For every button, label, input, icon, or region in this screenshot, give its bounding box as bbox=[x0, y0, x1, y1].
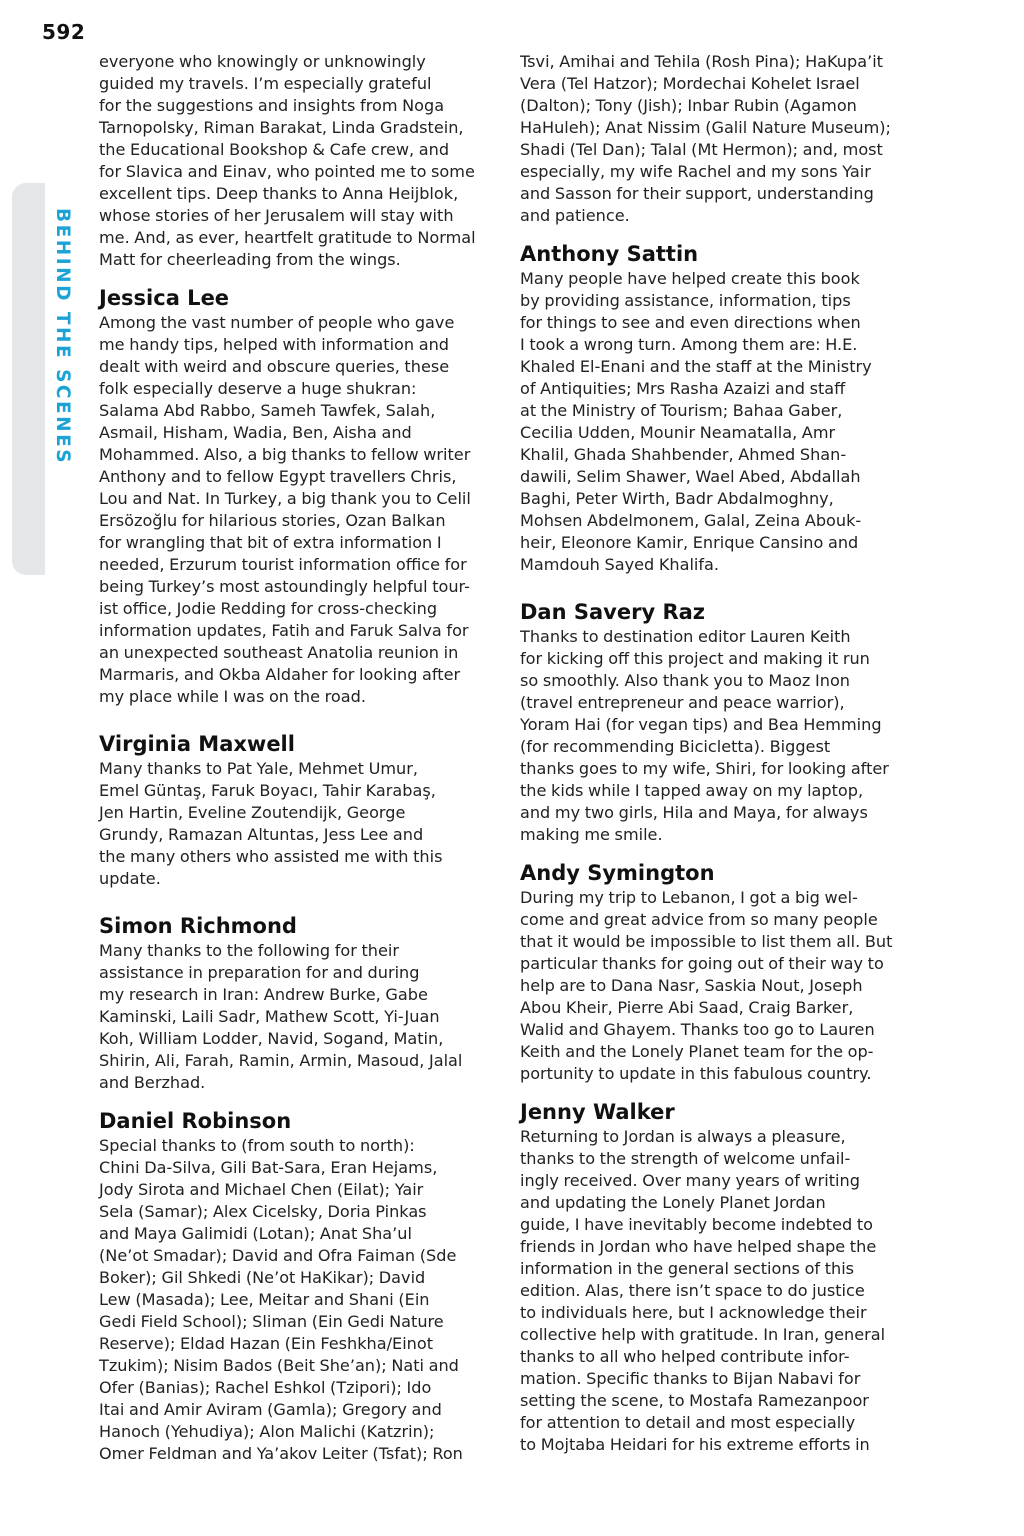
text-line: and Maya Galimidi (Lotan); Anat Sha’ul bbox=[99, 1224, 412, 1243]
section-heading-virginia-maxwell: Virginia Maxwell bbox=[99, 732, 295, 756]
text-line: Mohammed. Also, a big thanks to fellow writer bbox=[99, 445, 471, 464]
text-line: Kaminski, Laili Sadr, Mathew Scott, Yi-Juan bbox=[99, 1007, 440, 1026]
text-line: Shadi (Tel Dan); Talal (Mt Hermon); and, most bbox=[520, 140, 883, 159]
text-line: at the Ministry of Tourism; Bahaa Gaber, bbox=[520, 401, 843, 420]
text-line: Baghi, Peter Wirth, Badr Abdalmoghny, bbox=[520, 489, 834, 508]
text-line: Grundy, Ramazan Altuntas, Jess Lee and bbox=[99, 825, 424, 844]
text-line: needed, Erzurum tourist information office for bbox=[99, 555, 467, 574]
text-line: the many others who assisted me with this bbox=[99, 847, 443, 866]
text-line: Anthony and to fellow Egypt travellers Chris, bbox=[99, 467, 457, 486]
text-line: Chini Da-Silva, Gili Bat-Sara, Eran Hejams, bbox=[99, 1158, 438, 1177]
text-line: During my trip to Lebanon, I got a big wel- bbox=[520, 888, 858, 907]
text-line: for Slavica and Einav, who pointed me to some bbox=[99, 162, 475, 181]
text-line: portunity to update in this fabulous country. bbox=[520, 1064, 872, 1083]
page-number: 592 bbox=[42, 20, 86, 44]
text-line: that it would be impossible to list them all. But bbox=[520, 932, 893, 951]
text-line: setting the scene, to Mostafa Ramezanpoor bbox=[520, 1391, 869, 1410]
right-column bbox=[520, 51, 920, 1456]
text-line: (Dalton); Tony (Jish); Inbar Rubin (Agamon bbox=[520, 96, 857, 115]
section-heading-jessica-lee: Jessica Lee bbox=[99, 286, 230, 310]
text-line: Ofer (Banias); Rachel Eshkol (Tzipori); Ido bbox=[99, 1378, 432, 1397]
text-line: update. bbox=[99, 869, 161, 888]
text-line: Emel Güntaş, Faruk Boyacı, Tahir Karabaş, bbox=[99, 781, 436, 800]
text-line: guided my travels. I’m especially grateful bbox=[99, 74, 432, 93]
text-line: the kids while I tapped away on my laptop, bbox=[520, 781, 864, 800]
text-line: heir, Eleonore Kamir, Enrique Cansino and bbox=[520, 533, 859, 552]
text-line: and updating the Lonely Planet Jordan bbox=[520, 1193, 826, 1212]
text-line: me handy tips, helped with information and bbox=[99, 335, 449, 354]
text-line: so smoothly. Also thank you to Maoz Inon bbox=[520, 671, 850, 690]
text-line: being Turkey’s most astoundingly helpful tour- bbox=[99, 577, 470, 596]
text-line: friends in Jordan who have helped shape the bbox=[520, 1237, 877, 1256]
text-line: Matt for cheerleading from the wings. bbox=[99, 250, 401, 269]
text-line: Reserve); Eldad Hazan (Ein Feshkha/Einot bbox=[99, 1334, 434, 1353]
text-line: information in the general sections of this bbox=[520, 1259, 855, 1278]
text-line: Vera (Tel Hatzor); Mordechai Kohelet Israel bbox=[520, 74, 860, 93]
text-line: Special thanks to (from south to north): bbox=[99, 1136, 415, 1155]
text-line: Khalil, Ghada Shahbender, Ahmed Shan- bbox=[520, 445, 847, 464]
text-line: Gedi Field School); Sliman (Ein Gedi Nature bbox=[99, 1312, 444, 1331]
text-line: for things to see and even directions when bbox=[520, 313, 861, 332]
text-line: Lou and Nat. In Turkey, a big thank you to Celil bbox=[99, 489, 471, 508]
text-line: and Berzhad. bbox=[99, 1073, 206, 1092]
text-line: Keith and the Lonely Planet team for the op- bbox=[520, 1042, 874, 1061]
text-line: Tzukim); Nisim Bados (Beit She’an); Nati and bbox=[99, 1356, 459, 1375]
text-line: thanks goes to my wife, Shiri, for looking after bbox=[520, 759, 889, 778]
section-body-daniel-robinson bbox=[99, 1135, 497, 1465]
text-line: Salama Abd Rabbo, Sameh Tawfek, Salah, bbox=[99, 401, 436, 420]
text-line: (Ne’ot Smadar); David and Ofra Faiman (Sde bbox=[99, 1246, 457, 1265]
text-line: I took a wrong turn. Among them are: H.E. bbox=[520, 335, 858, 354]
text-line: Many people have helped create this book bbox=[520, 269, 860, 288]
text-line: to individuals here, but I acknowledge their bbox=[520, 1303, 867, 1322]
text-line: HaHuleh); Anat Nissim (Galil Nature Museum); bbox=[520, 118, 891, 137]
text-line: Jody Sirota and Michael Chen (Eilat); Yair bbox=[99, 1180, 424, 1199]
text-line: for the suggestions and insights from Noga bbox=[99, 96, 445, 115]
text-line: Abou Kheir, Pierre Abi Saad, Craig Barker, bbox=[520, 998, 854, 1017]
section-body-anthony-sattin bbox=[520, 268, 920, 576]
text-line: and my two girls, Hila and Maya, for always bbox=[520, 803, 868, 822]
text-line: mation. Specific thanks to Bijan Nabavi for bbox=[520, 1369, 861, 1388]
text-line: folk especially deserve a huge shukran: bbox=[99, 379, 417, 398]
text-line: of Antiquities; Mrs Rasha Azaizi and staff bbox=[520, 379, 846, 398]
text-line: Itai and Amir Aviram (Gamla); Gregory and bbox=[99, 1400, 442, 1419]
text-line: an unexpected southeast Anatolia reunion in bbox=[99, 643, 459, 662]
section-body-simon-richmond bbox=[99, 940, 497, 1094]
text-line: everyone who knowingly or unknowingly bbox=[99, 52, 426, 71]
text-line: making me smile. bbox=[520, 825, 663, 844]
text-line: for kicking off this project and making it run bbox=[520, 649, 870, 668]
section-heading-dan-savery-raz: Dan Savery Raz bbox=[520, 600, 706, 624]
left-column bbox=[99, 51, 497, 1465]
text-line: the Educational Bookshop & Cafe crew, and bbox=[99, 140, 450, 159]
text-line: thanks to all who helped contribute infor- bbox=[520, 1347, 850, 1366]
text-line: dealt with weird and obscure queries, these bbox=[99, 357, 450, 376]
text-line: (for recommending Bicicletta). Biggest bbox=[520, 737, 831, 756]
text-line: Khaled El-Enani and the staff at the Ministry bbox=[520, 357, 872, 376]
text-line: and patience. bbox=[520, 206, 630, 225]
text-line: thanks to the strength of welcome unfail- bbox=[520, 1149, 851, 1168]
text-line: help are to Dana Nasr, Saskia Nout, Joseph bbox=[520, 976, 863, 995]
text-line: Tarnopolsky, Riman Barakat, Linda Gradstein, bbox=[99, 118, 464, 137]
text-line: whose stories of her Jerusalem will stay with bbox=[99, 206, 454, 225]
text-line: Among the vast number of people who gave bbox=[99, 313, 455, 332]
text-line: assistance in preparation for and during bbox=[99, 963, 420, 982]
text-line: ist office, Jodie Redding for cross-checking bbox=[99, 599, 438, 618]
text-line: ingly received. Over many years of writing bbox=[520, 1171, 860, 1190]
text-line: Lew (Masada); Lee, Meitar and Shani (Ein bbox=[99, 1290, 430, 1309]
text-line: Mohsen Abdelmonem, Galal, Zeina Abouk- bbox=[520, 511, 862, 530]
text-line: information updates, Fatih and Faruk Salva for bbox=[99, 621, 469, 640]
section-body-andy-symington bbox=[520, 887, 920, 1085]
text-line: Marmaris, and Okba Aldaher for looking after bbox=[99, 665, 461, 684]
intro-paragraph bbox=[99, 51, 497, 271]
text-line: Hanoch (Yehudiya); Alon Malichi (Katzrin); bbox=[99, 1422, 435, 1441]
side-section-label: BEHIND THE SCENES bbox=[52, 208, 73, 466]
text-line: (travel entrepreneur and peace warrior), bbox=[520, 693, 845, 712]
text-line: particular thanks for going out of their way to bbox=[520, 954, 884, 973]
text-line: Walid and Ghayem. Thanks too go to Lauren bbox=[520, 1020, 875, 1039]
text-line: and Sasson for their support, understanding bbox=[520, 184, 874, 203]
text-line: come and great advice from so many people bbox=[520, 910, 878, 929]
text-line: dawili, Selim Shawer, Wael Abed, Abdallah bbox=[520, 467, 861, 486]
text-line: Shirin, Ali, Farah, Ramin, Armin, Masoud, Jalal bbox=[99, 1051, 463, 1070]
text-line: Asmail, Hisham, Wadia, Ben, Aisha and bbox=[99, 423, 412, 442]
section-heading-anthony-sattin: Anthony Sattin bbox=[520, 242, 699, 266]
text-line: especially, my wife Rachel and my sons Yair bbox=[520, 162, 871, 181]
text-line: Many thanks to the following for their bbox=[99, 941, 399, 960]
section-heading-simon-richmond: Simon Richmond bbox=[99, 914, 297, 938]
text-line: Yoram Hai (for vegan tips) and Bea Hemming bbox=[520, 715, 882, 734]
text-line: edition. Alas, there isn’t space to do justice bbox=[520, 1281, 865, 1300]
text-line: Jen Hartin, Eveline Zoutendijk, George bbox=[99, 803, 406, 822]
text-line: Returning to Jordan is always a pleasure, bbox=[520, 1127, 846, 1146]
text-line: Many thanks to Pat Yale, Mehmet Umur, bbox=[99, 759, 418, 778]
text-line: Ersözoğlu for hilarious stories, Ozan Balkan bbox=[99, 511, 446, 530]
side-tab bbox=[12, 183, 45, 575]
section-body-virginia-maxwell bbox=[99, 758, 497, 890]
text-line: Tsvi, Amihai and Tehila (Rosh Pina); HaKupa’it bbox=[520, 52, 883, 71]
text-line: me. And, as ever, heartfelt gratitude to Normal bbox=[99, 228, 476, 247]
text-line: Cecilia Udden, Mounir Neamatalla, Amr bbox=[520, 423, 836, 442]
section-body-jessica-lee bbox=[99, 312, 497, 708]
section-heading-jenny-walker: Jenny Walker bbox=[520, 1100, 675, 1124]
section-heading-daniel-robinson: Daniel Robinson bbox=[99, 1109, 292, 1133]
text-line: excellent tips. Deep thanks to Anna Heijblok, bbox=[99, 184, 459, 203]
text-line: Boker); Gil Shkedi (Ne’ot HaKikar); David bbox=[99, 1268, 426, 1287]
text-line: Koh, William Lodder, Navid, Sogand, Matin, bbox=[99, 1029, 444, 1048]
text-line: to Mojtaba Heidari for his extreme efforts in bbox=[520, 1435, 870, 1454]
text-line: Mamdouh Sayed Khalifa. bbox=[520, 555, 720, 574]
text-line: guide, I have inevitably become indebted to bbox=[520, 1215, 873, 1234]
continued-paragraph bbox=[520, 51, 920, 227]
text-line: Sela (Samar); Alex Cicelsky, Doria Pinkas bbox=[99, 1202, 427, 1221]
text-line: Omer Feldman and Ya’akov Leiter (Tsfat); Ron bbox=[99, 1444, 463, 1463]
text-line: for wrangling that bit of extra information I bbox=[99, 533, 442, 552]
section-heading-andy-symington: Andy Symington bbox=[520, 861, 715, 885]
text-line: my place while I was on the road. bbox=[99, 687, 366, 706]
text-line: my research in Iran: Andrew Burke, Gabe bbox=[99, 985, 428, 1004]
text-line: collective help with gratitude. In Iran, general bbox=[520, 1325, 886, 1344]
text-line: Thanks to destination editor Lauren Keith bbox=[520, 627, 851, 646]
text-line: by providing assistance, information, tips bbox=[520, 291, 851, 310]
text-line: for attention to detail and most especially bbox=[520, 1413, 856, 1432]
section-body-jenny-walker bbox=[520, 1126, 920, 1456]
section-body-dan-savery-raz bbox=[520, 626, 920, 846]
